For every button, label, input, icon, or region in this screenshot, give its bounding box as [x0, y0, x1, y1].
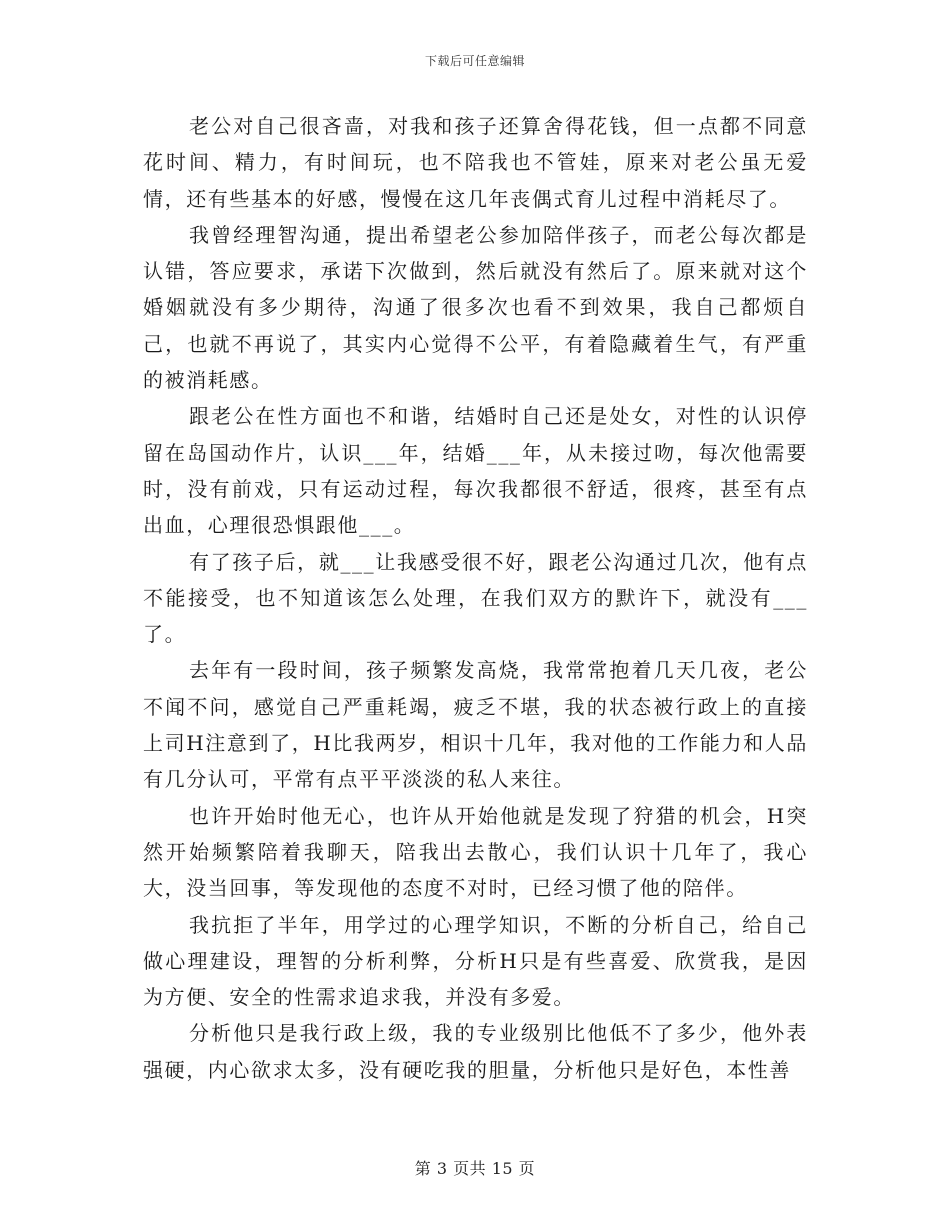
page-number-footer: 第 3 页共 15 页 [414, 1159, 536, 1178]
paragraph: 我曾经理智沟通，提出希望老公参加陪伴孩子，而老公每次都是认错，答应要求，承诺下次做到，然后就没有然后了。原来就对这个婚姻就没有多少期待，沟通了很多次也看不到效果，我自己都烦自己，也就不再说了，其实内心觉得不公平，有着隐藏着生气，有严重的被消耗感。 [143, 222, 808, 393]
page-header: 下载后可任意编辑 [424, 54, 525, 68]
document-body [143, 108, 808, 1088]
paragraph: 有了孩子后，就___让我感受很不好，跟老公沟通过几次，他有点不能接受，也不知道该怎么处理，在我们双方的默许下，就没有___了。 [143, 549, 808, 647]
paragraph: 老公对自己很吝啬，对我和孩子还算舍得花钱，但一点都不同意花时间、精力，有时间玩，也不陪我也不管娃，原来对老公虽无爱情，还有些基本的好感，慢慢在这几年丧偶式育儿过程中消耗尽了。 [143, 114, 808, 211]
paragraph: 我抗拒了半年，用学过的心理学知识，不断的分析自己，给自己做心理建设，理智的分析利弊，分析H只是有些喜爱、欣赏我，是因为方便、安全的性需求追求我，并没有多爱。 [143, 912, 808, 1010]
paragraph: 也许开始时他无心，也许从开始他就是发现了狩猎的机会，H突然开始频繁陪着我聊天，陪我出去散心，我们认识十几年了，我心大，没当回事，等发现他的态度不对时，已经习惯了他的陪伴。 [143, 803, 808, 901]
paragraph: 去年有一段时间，孩子频繁发高烧，我常常抱着几天几夜，老公不闻不问，感觉自己严重耗竭，疲乏不堪，我的状态被行政上的直接上司H注意到了，H比我两岁，相识十几年，我对他的工作能力和人品有几分认可，平常有点平平淡淡的私人来往。 [143, 658, 808, 792]
paragraph: 分析他只是我行政上级，我的专业级别比他低不了多少，他外表强硬，内心欲求太多，没有硬吃我的胆量，分析他只是好色，本性善 [143, 1021, 808, 1082]
paragraph: 跟老公在性方面也不和谐，结婚时自己还是处女，对性的认识停留在岛国动作片，认识___年，结婚___年，从未接过吻，每次他需要时，没有前戏，只有运动过程，每次我都很不舒适，很疼，甚至有点出血，心理很恐惧跟他___。 [143, 404, 808, 538]
